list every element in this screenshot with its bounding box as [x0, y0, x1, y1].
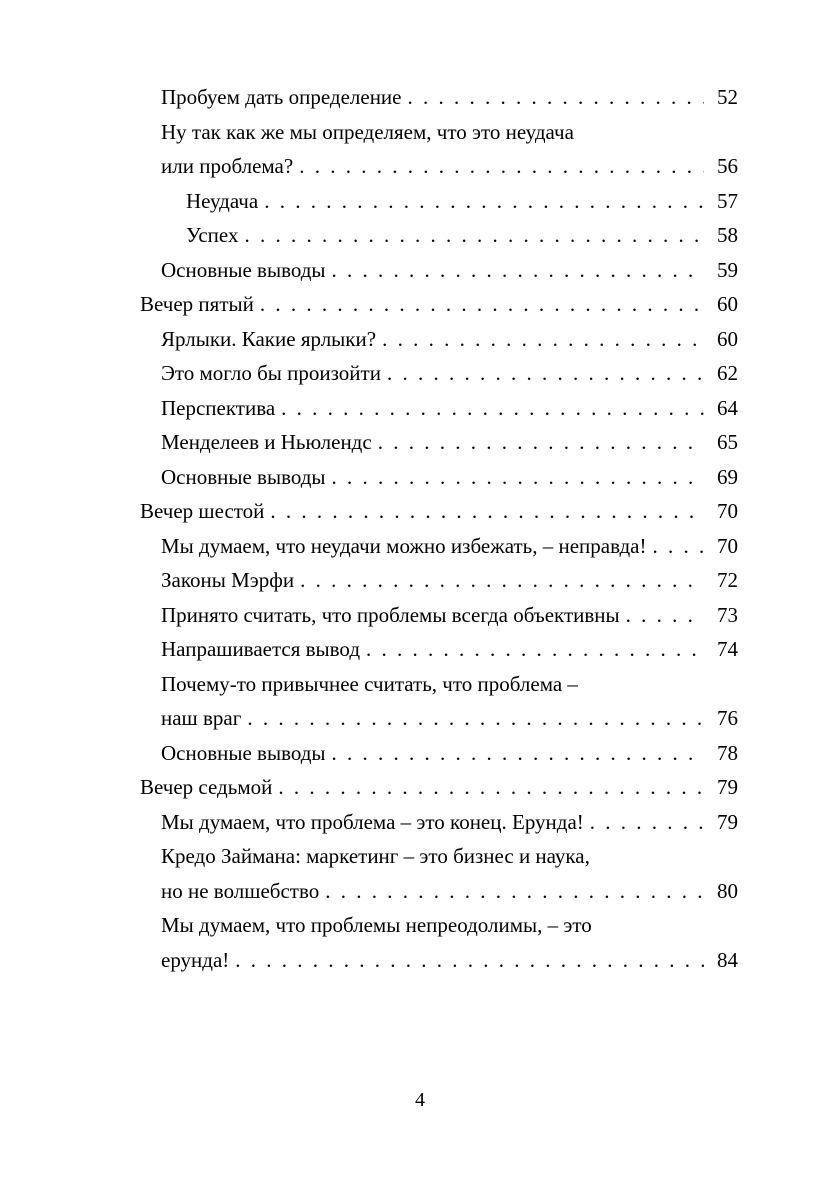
toc-entry-line — [161, 805, 738, 840]
toc-entry — [161, 632, 738, 667]
toc-entry-line — [161, 149, 738, 184]
toc-entry-line — [161, 701, 738, 736]
toc-entry-page: 58 — [717, 223, 738, 247]
dot-leader — [332, 253, 704, 288]
toc-entry — [161, 908, 738, 977]
toc-entry-page: 80 — [717, 878, 738, 903]
toc-entry-line — [186, 184, 738, 219]
dot-leader — [378, 425, 704, 460]
toc-entry — [161, 425, 738, 460]
toc-entry — [161, 356, 738, 391]
toc-entry-line — [161, 115, 738, 150]
toc-entry-line — [161, 563, 738, 598]
toc-entry-title: наш враг — [161, 706, 242, 730]
toc-entry-line — [161, 253, 738, 288]
dot-leader — [260, 287, 704, 322]
dot-leader — [387, 356, 704, 391]
toc-entry-line — [140, 287, 738, 322]
toc-entry — [161, 598, 738, 633]
dot-leader — [652, 529, 704, 564]
toc-entry-title: Законы Мэрфи — [161, 568, 295, 592]
toc-entry-page: 65 — [717, 430, 738, 454]
toc-entry-line — [161, 632, 738, 667]
toc-entry-line — [161, 736, 738, 771]
dot-leader — [278, 770, 704, 805]
toc-entry-title: Неудача — [186, 188, 259, 213]
toc-entry-title: Перспектива — [161, 395, 276, 420]
toc-entry — [140, 770, 738, 805]
toc-entry-page: 64 — [717, 395, 738, 420]
dot-leader — [325, 874, 704, 909]
toc-entry — [161, 529, 738, 564]
toc-entry-page: 79 — [717, 809, 738, 834]
dot-leader — [366, 632, 704, 667]
toc-entry-page: 57 — [717, 188, 738, 213]
toc-entry — [161, 805, 738, 840]
toc-entry-title: или проблема? — [161, 154, 294, 178]
toc-entry-page: 52 — [717, 85, 738, 109]
toc-entry-title: Это могло бы произойти — [161, 361, 381, 385]
toc-entry-title: Менделеев и Ньюлендс — [161, 430, 372, 454]
toc-entry-line — [161, 667, 738, 702]
toc-entry-title: Основные выводы — [161, 464, 326, 489]
toc-entry-title: Мы думаем, что неудачи можно избежать, – неправда! — [161, 533, 647, 558]
table-of-contents — [140, 80, 738, 977]
dot-leader — [247, 701, 704, 736]
dot-leader — [300, 563, 704, 598]
toc-entry — [161, 460, 738, 495]
toc-entry-line — [161, 943, 738, 978]
dot-leader — [244, 218, 704, 253]
toc-entry-page: 74 — [717, 637, 738, 661]
toc-entry-title: Вечер седьмой — [140, 775, 273, 799]
toc-entry-page: 62 — [717, 361, 738, 385]
toc-entry-page: 70 — [717, 499, 738, 523]
toc-entry-title: Мы думаем, что проблема – это конец. Ерунда! — [161, 809, 584, 834]
toc-entry-page: 72 — [717, 568, 738, 592]
toc-entry-title: Мы думаем, что проблемы непреодолимы, – это — [161, 913, 592, 937]
toc-entry-line — [161, 322, 738, 357]
toc-entry-line — [186, 218, 738, 253]
toc-entry — [161, 80, 738, 115]
toc-entry-line — [161, 908, 738, 943]
toc-entry-page: 60 — [717, 292, 738, 316]
toc-entry-title: Успех — [186, 223, 239, 247]
toc-entry-page: 69 — [717, 464, 738, 489]
toc-entry-title: Основные выводы — [161, 740, 326, 765]
toc-entry-page: 70 — [717, 533, 738, 558]
dot-leader — [382, 322, 704, 357]
toc-entry-line — [161, 425, 738, 460]
toc-entry — [140, 287, 738, 322]
toc-entry — [161, 253, 738, 288]
toc-entry-line — [161, 356, 738, 391]
dot-leader — [408, 80, 705, 115]
toc-entry — [140, 494, 738, 529]
toc-entry-title: Почему-то привычнее считать, что проблема – — [161, 671, 578, 696]
toc-entry-page: 78 — [717, 740, 738, 765]
dot-leader — [332, 736, 704, 771]
toc-entry-line — [140, 494, 738, 529]
toc-entry-line — [161, 874, 738, 909]
toc-entry-title: Ну так как же мы определяем, что это неудача — [161, 119, 574, 144]
dot-leader — [235, 943, 704, 978]
toc-entry-line — [140, 770, 738, 805]
toc-entry — [161, 391, 738, 426]
toc-entry-title: Ярлыки. Какие ярлыки? — [161, 326, 377, 351]
toc-entry-title: но не волшебство — [161, 878, 320, 903]
toc-entry-page: 76 — [717, 706, 738, 730]
toc-entry — [161, 667, 738, 736]
toc-entry-title: Напрашивается вывод — [161, 637, 360, 661]
toc-entry-page: 56 — [717, 154, 738, 178]
toc-entry — [186, 218, 738, 253]
toc-entry-line — [161, 391, 738, 426]
toc-entry-line — [161, 460, 738, 495]
toc-entry-title: Вечер шестой — [140, 499, 265, 523]
dot-leader — [299, 149, 704, 184]
toc-entry-page: 73 — [717, 602, 738, 627]
dot-leader — [281, 391, 704, 426]
dot-leader — [626, 598, 704, 633]
toc-entry — [161, 115, 738, 184]
toc-entry-title: Основные выводы — [161, 257, 326, 282]
dot-leader — [264, 184, 704, 219]
toc-entry — [161, 839, 738, 908]
toc-entry-page: 60 — [717, 326, 738, 351]
toc-entry-title: Принято считать, что проблемы всегда объективны — [161, 602, 620, 627]
toc-entry-title: ерунда! — [161, 947, 230, 972]
toc-entry — [161, 736, 738, 771]
toc-entry-line — [161, 529, 738, 564]
toc-entry-page: 59 — [717, 257, 738, 282]
page-number: 4 — [415, 1089, 425, 1111]
dot-leader — [590, 805, 704, 840]
toc-entry-title: Вечер пятый — [140, 292, 254, 316]
toc-entry — [161, 563, 738, 598]
dot-leader — [270, 494, 704, 529]
toc-entry-title: Кредо Займана: маркетинг – это бизнес и наука, — [161, 844, 590, 868]
toc-entry-page: 79 — [717, 775, 738, 799]
toc-entry-title: Пробуем дать определение — [161, 85, 402, 109]
toc-entry — [186, 184, 738, 219]
toc-entry-line — [161, 839, 738, 874]
toc-entry — [161, 322, 738, 357]
toc-entry-line — [161, 598, 738, 633]
dot-leader — [332, 460, 704, 495]
toc-entry-page: 84 — [717, 947, 738, 972]
toc-entry-line — [161, 80, 738, 115]
